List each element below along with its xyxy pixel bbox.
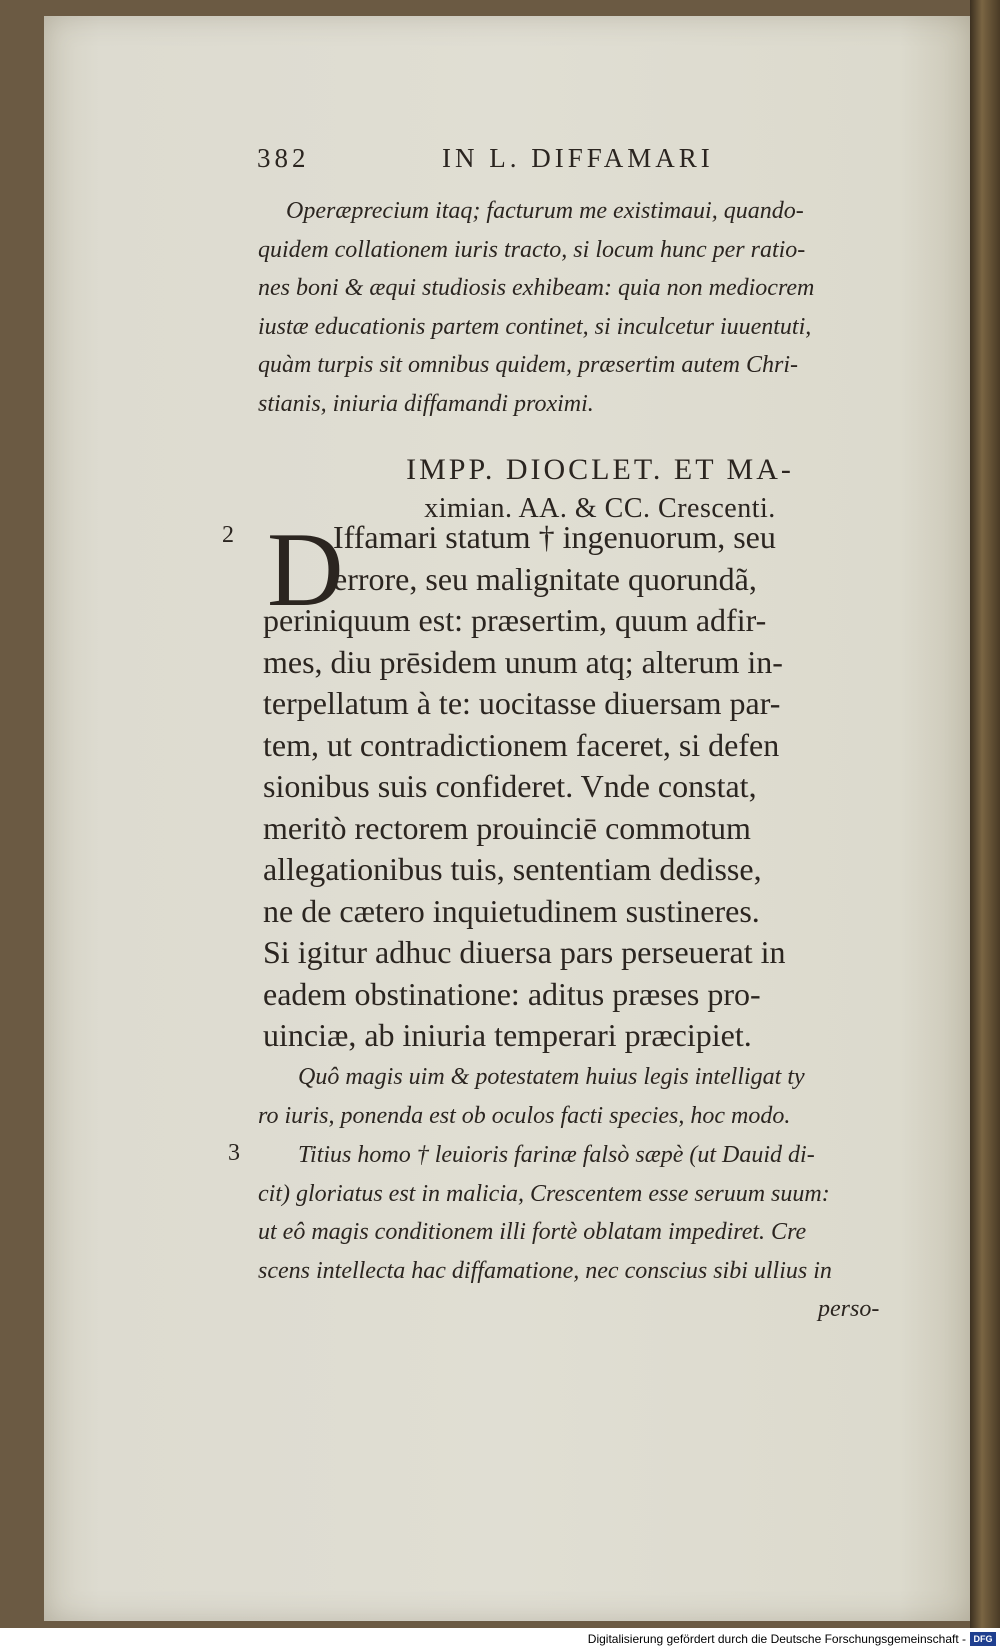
commentary-note	[258, 1058, 938, 1135]
intro-line: nes boni & æqui studiosis exhibeam: quia non mediocrem	[258, 275, 815, 301]
note-line: cit) gloriatus est in malicia, Crescentem esse seruum suum:	[258, 1180, 830, 1207]
body-line: errore, seu malignitate quorundã,	[333, 560, 757, 597]
page-number: 382	[257, 143, 310, 173]
digitization-footer	[0, 1628, 1000, 1652]
note-line: Titius homo † leuioris farinæ falsò sæpè (ut Dauid di-	[298, 1142, 815, 1168]
body-line: uinciæ, ab iniuria temperari præcipiet.	[263, 1017, 752, 1053]
intro-paragraph	[258, 192, 938, 423]
drop-capital: D	[267, 511, 344, 628]
catchword: perso-	[818, 1296, 880, 1322]
margin-number-3: 3	[228, 1140, 240, 1166]
intro-line: quàm turpis sit omnibus quidem, præsertim autem Chri-	[258, 352, 799, 378]
running-header	[257, 143, 777, 179]
intro-line: quidem collationem iuris tracto, si locum hunc per ratio-	[258, 236, 806, 263]
note-line: ut eô magis conditionem illi fortè oblatam impediret. Cre	[258, 1219, 807, 1245]
intro-line: Operæprecium itaq; facturum me existimaui, quando-	[286, 198, 804, 224]
dfg-logo: DFG	[970, 1632, 996, 1646]
intro-line: stianis, iniuria diffamandi proximi.	[258, 390, 594, 417]
body-line: eadem obstinatione: aditus præses pro-	[263, 975, 761, 1012]
body-line: meritò rectorem prouinciē commotum	[263, 809, 751, 846]
body-line: ne de cætero inquietudinem sustineres.	[263, 892, 760, 929]
body-line: mes, diu prēsidem unum atq; alterum in-	[263, 643, 783, 680]
running-title: IN L. DIFFAMARI	[442, 143, 714, 173]
body-line: sionibus suis confideret. Vnde constat,	[263, 768, 757, 804]
note-line: ro iuris, ponenda est ob oculos facti species, hoc modo.	[258, 1102, 791, 1129]
body-line: Si igitur adhuc diuersa pars perseuerat in	[263, 934, 786, 970]
heading-line-1: IMPP. DIOCLET. ET MA-	[406, 453, 794, 486]
funding-credit: Digitalisierung gefördert durch die Deutsche Forschungsgemeinschaft -	[587, 1632, 966, 1646]
note-line: Quô magis uim & potestatem huius legis intelligat ty	[298, 1064, 805, 1090]
body-line: Iffamari statum † ingenuorum, seu	[333, 519, 776, 555]
intro-line: iustæ educationis partem continet, si inculcetur iuuentuti,	[258, 313, 812, 340]
book-edge	[970, 0, 1000, 1628]
body-line: terpellatum à te: uocitasse diuersam par-	[263, 685, 781, 721]
note-line: scens intellecta hac diffamatione, nec conscius sibi ullius in	[258, 1257, 832, 1284]
heading-line-2: ximian. AA. & CC. Crescenti.	[424, 493, 776, 524]
body-line: allegationibus tuis, sententiam dedisse,	[263, 851, 762, 887]
case-example	[258, 1136, 938, 1329]
law-text	[263, 511, 943, 1057]
body-line: tem, ut contradictionem faceret, si defen	[263, 726, 780, 763]
body-line: periniquum est: præsertim, quum adfir-	[263, 602, 767, 638]
margin-number-2: 2	[222, 522, 234, 548]
